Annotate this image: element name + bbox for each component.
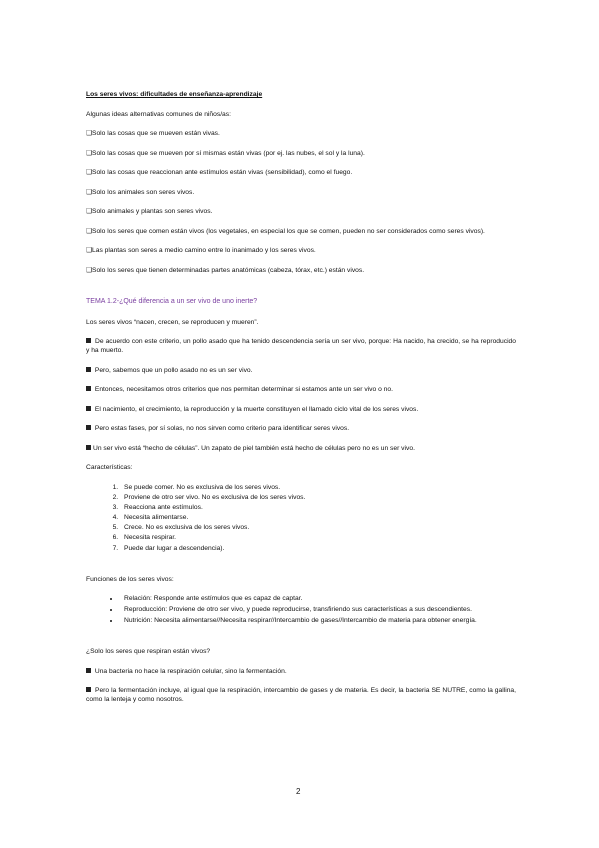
funciones-title: Funciones de los seres vivos:	[86, 575, 174, 583]
list-item: 2. Proviene de otro ser vivo. No es exclusiva de los seres vivos.	[120, 493, 516, 502]
square-bullet-icon	[86, 445, 91, 450]
spacer	[86, 635, 516, 647]
list-item: 5. Crece. No es exclusiva de los seres vivos.	[120, 523, 516, 532]
list-item: • Relación: Responde ante estímulos que es capaz de captar.	[120, 594, 516, 603]
point-item: El nacimiento, el crecimiento, la reproducción y la muerte constituyen el llamado ciclo vital de los seres vivos.	[86, 405, 516, 414]
checkbox-bullet-icon: ❑	[86, 188, 92, 196]
idea-item: ❑Solo los seres que tienen determinadas partes anatómicas (cabeza, tórax, etc.) están vivos.	[86, 266, 365, 274]
checkbox-bullet-icon: ❑	[86, 266, 92, 274]
square-bullet-icon	[86, 367, 91, 372]
square-bullet-icon	[86, 425, 91, 430]
square-bullet-icon	[86, 386, 91, 391]
checkbox-bullet-icon: ❑	[86, 130, 92, 137]
idea-item: ❑Solo animales y plantas son seres vivos.	[86, 208, 213, 215]
definition-text: Los seres vivos “nacen, crecen, se reproducen y mueren”.	[86, 318, 259, 326]
list-item: 3. Reacciona ante estímulos.	[120, 503, 516, 512]
idea-item: ❑Solo las cosas que se mueven están vivas.	[86, 130, 220, 137]
list-item: 7. Puede dar lugar a descendencia).	[120, 544, 516, 553]
point-item: Pero estas fases, por sí solas, no nos sirven como criterio para identificar seres vivos.	[86, 424, 516, 433]
point-item: Pero, sabemos que un pollo asado no es un ser vivo.	[86, 366, 516, 375]
list-item: 4. Necesita alimentarse.	[120, 513, 516, 522]
point-item: De acuerdo con este criterio, un pollo asado que ha tenido descendencia sería un ser vivo, porque: Ha nacido, ha crecido, se ha reproducido y ha muerto.	[86, 338, 516, 354]
idea-item: ❑Solo las cosas que reaccionan ante estímulos están vivas (sensibilidad), como el fuego.	[86, 169, 353, 176]
spacer	[86, 563, 516, 575]
tema-heading: TEMA 1.2-¿Qué diferencia a un ser vivo de uno inerte?	[86, 297, 258, 305]
page-number: 2	[296, 787, 301, 796]
list-item: 6. Necesita respirar.	[120, 533, 516, 542]
checkbox-bullet-icon: ❑	[86, 208, 92, 215]
square-bullet-icon	[86, 687, 91, 692]
question-text: ¿Solo los seres que respiran están vivos?	[86, 648, 211, 656]
point-item: Entonces, necesitamos otros criterios que nos permitan determinar si estamos ante un ser vivo o no.	[86, 385, 516, 394]
checkbox-bullet-icon: ❑	[86, 169, 92, 176]
list-item: • Nutrición: Necesita alimentarse//Necesita respirar//Intercambio de gases//Intercambio de materia para obtener energía.	[120, 616, 516, 625]
caracteristicas-title: Características:	[86, 464, 133, 471]
list-item: 1. Se puede comer. No es exclusiva de los seres vivos.	[120, 483, 516, 492]
idea-item: ❑Solo los animales son seres vivos.	[86, 188, 195, 196]
square-bullet-icon	[86, 338, 91, 343]
intro-text: Algunas ideas alternativas comunes de niños/as:	[86, 110, 231, 118]
checkbox-bullet-icon: ❑	[86, 247, 92, 254]
section-title: Los seres vivos: dificultades de enseñanza-aprendizaje	[86, 91, 263, 98]
square-bullet-icon	[86, 406, 91, 411]
funciones-list	[86, 594, 516, 625]
list-item: • Reproducción: Proviene de otro ser vivo, y puede reproducirse, transfiriendo sus características a sus descendientes.	[120, 605, 516, 614]
checkbox-bullet-icon: ❑	[86, 149, 92, 157]
final-point-item: Pero la fermentación incluye, al igual que la respiración, intercambio de gases y de materia. Es decir, la bacteria SE NUTRE, como la gallina, como la lenteja y como nosotros.	[86, 687, 516, 704]
page-content	[86, 90, 516, 715]
checkbox-bullet-icon: ❑	[86, 227, 92, 235]
idea-item: ❑Solo los seres que comen están vivos (los vegetales, en especial los que se comen, pueden no ser considerados como seres vivos).	[86, 227, 485, 235]
square-bullet-icon	[86, 668, 91, 673]
point-item: Un ser vivo está “hecho de células”. Un zapato de piel también está hecho de células pero no es un ser vivo.	[86, 444, 516, 453]
idea-item: ❑Solo las cosas que se mueven por sí mismas están vivas (por ej. las nubes, el sol y la luna).	[86, 149, 365, 157]
caracteristicas-list	[86, 483, 516, 553]
idea-item: ❑Las plantas son seres a medio camino entre lo inanimado y los seres vivos.	[86, 247, 316, 254]
final-point-item: Una bacteria no hace la respiración celular, sino la fermentación.	[86, 667, 516, 676]
